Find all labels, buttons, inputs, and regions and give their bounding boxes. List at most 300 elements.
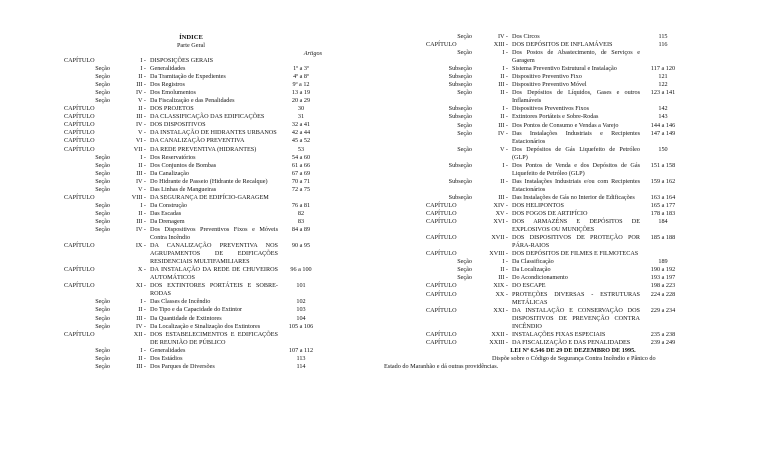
entry-title: Das Classes de Incêndio xyxy=(150,298,211,306)
entry-title: Dos Pontos de Consumo e Vendas a Varejo xyxy=(512,121,619,129)
entry-number: II - xyxy=(500,113,508,121)
entry-articles: 101 xyxy=(296,282,306,290)
entry-kind: Subseção xyxy=(448,161,472,169)
entry-articles: 9º a 12 xyxy=(292,81,310,89)
entry-number: I - xyxy=(140,65,146,73)
law-title: LEI Nº 6.546 DE 29 DE DEZEMBRO DE 1995. xyxy=(510,346,636,354)
entry-title: Sistema Preventivo Estrutural e Instalação xyxy=(512,65,617,73)
entry-articles: 13 a 19 xyxy=(291,89,311,97)
index-entry xyxy=(422,178,684,194)
entry-title: Dos Dispositivos Preventivos Fixos e Móveis Contra Incêndio xyxy=(150,225,278,242)
entry-number: II - xyxy=(500,177,508,185)
entry-number: V - xyxy=(138,129,146,137)
entry-articles: 53 xyxy=(297,145,305,153)
index-entry xyxy=(422,81,684,89)
entry-number: IX - xyxy=(135,242,146,250)
entry-articles: 31 xyxy=(297,113,305,121)
index-entry xyxy=(422,105,684,113)
entry-title: DA INSTALAÇÃO DA REDE DE CHUVEIROS AUTOMÁTICOS xyxy=(150,266,278,282)
entry-articles: 45 a 52 xyxy=(291,137,311,145)
entry-title: DA FISCALIZAÇÃO E DAS PENALIDADES xyxy=(512,338,631,346)
entry-articles: 4º a 8º xyxy=(293,73,309,81)
index-entry xyxy=(60,154,322,162)
entry-title: Dos Estádios xyxy=(150,354,183,362)
index-entry xyxy=(60,113,322,121)
entry-articles: 105 a 106 xyxy=(288,322,314,330)
entry-number: IV - xyxy=(135,121,146,129)
entry-title: DISPOSIÇÕES GERAIS xyxy=(150,57,214,64)
entry-articles: 165 a 177 xyxy=(650,201,676,209)
entry-kind: Seção xyxy=(95,322,110,330)
entry-number: III - xyxy=(498,274,508,282)
entry-kind: Seção xyxy=(95,73,110,81)
entry-number: V - xyxy=(138,97,146,105)
entry-title: Dos Circos xyxy=(512,33,540,40)
entry-kind: CAPÍTULO xyxy=(64,57,95,64)
entry-kind: Seção xyxy=(457,49,472,57)
entry-number: XXIII - xyxy=(489,338,508,346)
index-entry xyxy=(422,194,684,202)
index-entry xyxy=(422,234,684,250)
entry-title: Da Construção xyxy=(150,201,187,209)
index-title: ÍNDICE xyxy=(179,34,203,41)
entry-number: II - xyxy=(500,73,508,81)
entry-title: DOS DISPOSITIVOS xyxy=(150,121,206,129)
entry-kind: Seção xyxy=(95,89,110,97)
entry-articles: 150 xyxy=(658,145,668,153)
index-entry xyxy=(60,355,322,363)
index-entry xyxy=(422,274,684,282)
index-entry xyxy=(422,282,684,290)
entry-articles: 190 a 192 xyxy=(650,266,676,274)
entry-title: Dos Depósitos de Líquidos, Gases e outros Inflamáveis xyxy=(512,89,640,105)
entry-kind: CAPÍTULO xyxy=(64,121,95,129)
index-entry xyxy=(60,363,322,371)
entry-kind: CAPÍTULO xyxy=(64,282,95,290)
entry-number: III - xyxy=(136,217,146,225)
entry-number: XVI - xyxy=(493,218,508,226)
entry-title: DA INSTALAÇÃO E CONSERVAÇÃO DOS DISPOSITIVOS DE PREVENÇÃO CONTRA INCÊNDIO xyxy=(512,306,640,330)
entry-articles: 184 xyxy=(658,218,668,226)
index-entry xyxy=(422,210,684,218)
entry-articles: 83 xyxy=(297,217,305,225)
index-entry xyxy=(60,210,322,218)
entry-number: XV - xyxy=(495,210,508,218)
index-entry xyxy=(60,137,322,145)
entry-articles: 61 a 66 xyxy=(291,161,311,169)
entry-number: I - xyxy=(140,57,146,64)
entry-number: XIX - xyxy=(493,282,508,290)
entry-title: DOS DISPOSITIVOS DE PROTEÇÃO POR PÁRA-RAIOS xyxy=(512,234,640,250)
entry-number: VIII - xyxy=(131,193,146,201)
entry-kind: Seção xyxy=(457,274,472,282)
right-index-list xyxy=(384,33,684,371)
entry-number: I - xyxy=(502,161,508,169)
entry-title: Generalidades xyxy=(150,65,186,73)
entry-kind: Subseção xyxy=(448,81,472,89)
index-entry xyxy=(60,97,322,105)
index-entry xyxy=(60,331,322,347)
artigos-header: Artigos xyxy=(303,50,322,57)
entry-kind: Seção xyxy=(95,209,110,217)
index-entry xyxy=(422,218,684,234)
entry-kind: CAPÍTULO xyxy=(426,250,457,258)
entry-articles: 96 a 100 xyxy=(290,266,312,274)
entry-title: Dos Emolumentos xyxy=(150,89,196,97)
entry-articles: 42 a 44 xyxy=(291,129,311,137)
entry-number: XIV - xyxy=(493,201,508,209)
entry-title: Da Fiscalização e das Penalidades xyxy=(150,97,235,105)
entry-title: Dos Conjuntos de Bombas xyxy=(150,161,217,169)
index-entry xyxy=(60,194,322,202)
entry-number: V - xyxy=(138,185,146,193)
entry-title: Dos Depósitos de Gás Liquefeito de Petróleo (GLP) xyxy=(512,145,640,161)
entry-articles: 229 a 234 xyxy=(650,306,676,314)
entry-kind: CAPÍTULO xyxy=(64,105,95,113)
index-entry xyxy=(422,339,684,347)
entry-number: IV - xyxy=(497,129,508,137)
entry-articles: 103 xyxy=(296,306,306,314)
index-entry xyxy=(60,81,322,89)
entry-kind: Seção xyxy=(457,33,472,40)
entry-kind: Seção xyxy=(95,153,110,161)
entry-number: I - xyxy=(140,153,146,161)
entry-number: IV - xyxy=(497,33,508,40)
entry-kind: Seção xyxy=(95,346,110,354)
index-entry xyxy=(422,331,684,339)
index-entry xyxy=(60,146,322,154)
entry-kind: Seção xyxy=(457,258,472,266)
entry-title: Extintores Portáteis e Sobre-Rodas xyxy=(512,113,599,121)
entry-kind: CAPÍTULO xyxy=(426,306,457,314)
entry-number: XVIII - xyxy=(489,250,508,258)
entry-title: Dos Postos de Abastecimento, de Serviços e Garagem xyxy=(512,49,640,65)
entry-kind: Seção xyxy=(457,145,472,153)
index-entry xyxy=(422,49,684,65)
index-entry xyxy=(60,162,322,170)
law-description-line-2: Estado do Maranhão e dá outras providências. xyxy=(384,362,499,370)
entry-number: XXII - xyxy=(491,330,508,338)
entry-number: VII - xyxy=(133,145,146,153)
index-subtitle: Parte Geral xyxy=(176,42,205,49)
entry-articles: 70 a 71 xyxy=(291,177,311,185)
entry-number: II - xyxy=(500,266,508,274)
entry-title: Da Localização xyxy=(512,266,551,274)
index-entry xyxy=(60,89,322,97)
entry-kind: Seção xyxy=(95,97,110,105)
entry-title: Do Hidrante de Passeio (Hidrante de Recalque) xyxy=(150,177,268,185)
entry-articles: 147 a 149 xyxy=(650,129,676,137)
index-entry xyxy=(422,73,684,81)
entry-kind: CAPÍTULO xyxy=(426,41,457,49)
index-entry xyxy=(422,146,684,162)
entry-kind: Seção xyxy=(457,266,472,274)
entry-articles: 151 a 158 xyxy=(650,161,676,169)
entry-title: Generalidades xyxy=(150,346,186,354)
entry-number: III - xyxy=(498,193,508,201)
entry-kind: Seção xyxy=(95,306,110,314)
entry-kind: Subseção xyxy=(448,177,472,185)
entry-articles: 104 xyxy=(296,314,306,322)
entry-title: DOS HELIPONTOS xyxy=(512,201,564,209)
entry-title: Dos Parques de Diversões xyxy=(150,362,215,370)
index-entry xyxy=(422,89,684,105)
entry-title: Da Canalização xyxy=(150,169,189,177)
entry-kind: CAPÍTULO xyxy=(64,129,95,137)
entry-kind: Subseção xyxy=(448,105,472,113)
entry-title: DA REDE PREVENTIVA (HIDRANTES) xyxy=(150,145,257,153)
entry-articles: 121 xyxy=(658,73,668,81)
entry-title: Das Linhas de Mangueiras xyxy=(150,185,217,193)
entry-articles: 185 a 188 xyxy=(650,234,676,242)
entry-articles: 224 a 228 xyxy=(650,290,676,298)
entry-number: II - xyxy=(138,105,146,113)
index-entry xyxy=(60,282,322,298)
entry-title: Dispositivo Preventivo Fixo xyxy=(512,73,582,81)
entry-kind: CAPÍTULO xyxy=(64,266,95,274)
law-description-line-1: Dispõe sobre o Código de Segurança Contra Incêndio e Pânico do xyxy=(492,354,656,362)
entry-title: Da Classificação xyxy=(512,258,554,266)
entry-title: DA CANALIZAÇÃO PREVENTIVA NOS AGRUPAMENTOS DE EDIFICAÇÕES RESIDENCIAIS MULTIFAMILIARES xyxy=(150,242,278,266)
entry-title: Das Instalações Industriais e/ou com Recipientes Estacionários xyxy=(512,177,640,193)
entry-title: Das Instalações de Gás no Interior de Edificações xyxy=(512,193,635,201)
entry-kind: CAPÍTULO xyxy=(426,338,457,346)
index-entry xyxy=(422,250,684,258)
entry-title: Dos Registros xyxy=(150,81,185,89)
entry-number: IV - xyxy=(135,225,146,233)
entry-kind: CAPÍTULO xyxy=(64,113,95,121)
entry-title: DOS ARMAZÉNS E DEPÓSITOS DE EXPLOSIVOS OU MUNIÇÕES xyxy=(512,218,640,234)
entry-number: IV - xyxy=(135,177,146,185)
entry-title: Dispositivos Preventivos Fixos xyxy=(512,105,590,113)
index-entry xyxy=(60,202,322,210)
entry-articles: 76 a 81 xyxy=(291,201,311,209)
entry-title: Da Drenagem xyxy=(150,217,185,225)
index-entry xyxy=(60,242,322,266)
entry-number: XVII - xyxy=(491,234,508,242)
entry-articles: 198 a 223 xyxy=(650,282,676,290)
entry-articles: 178 a 183 xyxy=(650,210,676,218)
entry-number: I - xyxy=(502,105,508,113)
entry-number: III - xyxy=(136,169,146,177)
entry-title: PROTEÇÕES DIVERSAS - ESTRUTURAS METÁLICAS xyxy=(512,290,640,306)
entry-title: Dos Reservatórios xyxy=(150,153,196,161)
entry-number: XXI - xyxy=(493,306,508,314)
entry-articles: 239 a 249 xyxy=(650,338,676,346)
entry-number: III - xyxy=(136,314,146,322)
entry-title: Do Tipo e da Capacidade do Extintor xyxy=(150,306,243,314)
entry-kind: Subseção xyxy=(448,73,472,81)
index-entry xyxy=(422,162,684,178)
entry-number: I - xyxy=(140,298,146,306)
entry-kind: CAPÍTULO xyxy=(64,137,95,145)
entry-number: I - xyxy=(140,201,146,209)
entry-number: IV - xyxy=(135,89,146,97)
entry-articles: 163 a 164 xyxy=(650,193,676,201)
entry-articles: 32 a 41 xyxy=(291,121,311,129)
index-entry xyxy=(422,202,684,210)
index-entry xyxy=(60,315,322,323)
entry-title: Das Instalações Industriais e Recipientes Estacionários xyxy=(512,129,640,145)
entry-number: II - xyxy=(138,73,146,81)
entry-kind: CAPÍTULO xyxy=(64,242,95,250)
entry-articles: 115 xyxy=(658,33,668,40)
entry-articles: 90 a 95 xyxy=(291,242,311,250)
entry-articles: 20 a 29 xyxy=(291,97,311,105)
entry-number: II - xyxy=(500,89,508,97)
entry-number: XX - xyxy=(495,290,508,298)
entry-kind: Seção xyxy=(457,89,472,97)
entry-title: DOS DEPÓSITOS DE INFLAMÁVEIS xyxy=(512,41,613,49)
entry-kind: CAPÍTULO xyxy=(64,330,95,338)
entry-articles: 235 a 238 xyxy=(650,330,676,338)
entry-title: Da Quantidade de Extintores xyxy=(150,314,222,322)
entry-articles: 143 xyxy=(658,113,668,121)
entry-articles: 84 a 89 xyxy=(291,225,311,233)
entry-number: I - xyxy=(502,49,508,57)
entry-number: XII - xyxy=(133,330,146,338)
entry-kind: Seção xyxy=(95,169,110,177)
entry-number: VI - xyxy=(135,137,146,145)
entry-title: DOS EXTINTORES PORTÁTEIS E SOBRE-RODAS xyxy=(150,282,278,298)
entry-title: DOS DEPÓSITOS DE FILMES E FILMOTECAS xyxy=(512,250,639,258)
entry-kind: Seção xyxy=(95,314,110,322)
entry-number: X - xyxy=(137,266,146,274)
index-entry xyxy=(60,323,322,331)
entry-articles: 144 a 146 xyxy=(650,121,676,129)
entry-number: I - xyxy=(502,258,508,266)
entry-kind: Seção xyxy=(95,362,110,370)
index-entry xyxy=(422,41,684,49)
entry-number: I - xyxy=(502,65,508,73)
entry-kind: Subseção xyxy=(448,193,472,201)
index-entry xyxy=(60,73,322,81)
entry-number: V - xyxy=(500,145,508,153)
index-entry xyxy=(60,266,322,282)
entry-kind: CAPÍTULO xyxy=(426,330,457,338)
entry-articles: 114 xyxy=(296,362,306,370)
entry-kind: CAPÍTULO xyxy=(64,193,95,201)
entry-kind: Seção xyxy=(95,225,110,233)
entry-number: IV - xyxy=(135,322,146,330)
entry-kind: CAPÍTULO xyxy=(426,282,457,290)
entry-kind: Seção xyxy=(457,121,472,129)
right-index-entries xyxy=(422,33,684,347)
index-entry xyxy=(60,186,322,194)
entry-number: III - xyxy=(498,81,508,89)
entry-kind: CAPÍTULO xyxy=(426,290,457,298)
index-entry xyxy=(60,218,322,226)
entry-number: II - xyxy=(138,209,146,217)
entry-title: DOS FOGOS DE ARTIFÍCIO xyxy=(512,210,588,218)
entry-articles: 72 a 75 xyxy=(291,185,311,193)
entry-kind: Seção xyxy=(95,65,110,73)
entry-title: DOS ESTABELECIMENTOS E EDIFICAÇÕES DE REUNIÃO DE PÚBLICO xyxy=(150,330,278,346)
entry-articles: 54 a 60 xyxy=(291,153,311,161)
entry-articles: 113 xyxy=(296,354,306,362)
entry-kind: Subseção xyxy=(448,65,472,73)
entry-kind: Subseção xyxy=(448,113,472,121)
entry-kind: Seção xyxy=(95,81,110,89)
entry-title: Do Acondicionamento xyxy=(512,274,568,282)
entry-kind: Seção xyxy=(95,201,110,209)
entry-kind: Seção xyxy=(457,129,472,137)
entry-articles: 159 a 162 xyxy=(650,177,676,185)
entry-articles: 189 xyxy=(658,258,668,266)
index-entry xyxy=(422,130,684,146)
entry-articles: 1º a 3º xyxy=(293,65,309,73)
entry-articles: 117 a 120 xyxy=(650,65,676,73)
entry-articles: 107 a 112 xyxy=(288,346,314,354)
entry-number: III - xyxy=(136,113,146,121)
entry-kind: Seção xyxy=(95,354,110,362)
index-entry xyxy=(60,298,322,306)
entry-articles: 102 xyxy=(296,298,306,306)
entry-articles: 122 xyxy=(658,81,668,89)
entry-title: DA CLASSIFICAÇÃO DAS EDIFICAÇÕES xyxy=(150,113,265,121)
index-entry xyxy=(60,347,322,355)
index-entry xyxy=(422,307,684,331)
entry-articles: 82 xyxy=(297,209,305,217)
entry-articles: 142 xyxy=(658,105,668,113)
entry-kind: Seção xyxy=(95,177,110,185)
entry-kind: Seção xyxy=(95,161,110,169)
index-entry xyxy=(60,226,322,242)
entry-title: Dos Pontos de Venda e dos Depósitos de Gás Liquefeito de Petróleo (GLP) xyxy=(512,161,640,177)
entry-title: Das Escadas xyxy=(150,209,182,217)
index-entry xyxy=(422,291,684,307)
entry-kind: Seção xyxy=(95,217,110,225)
entry-articles: 30 xyxy=(297,105,305,113)
entry-kind: Seção xyxy=(95,185,110,193)
entry-kind: CAPÍTULO xyxy=(426,210,457,218)
index-entry xyxy=(422,122,684,130)
entry-number: III - xyxy=(498,121,508,129)
entry-title: DA SEGURANÇA DE EDIFÍCIO-GARAGEM xyxy=(150,193,269,201)
entry-title: Da Localização e Sinalização dos Extintores xyxy=(150,322,261,330)
index-entry xyxy=(60,65,322,73)
entry-articles: 193 a 197 xyxy=(650,274,676,282)
index-entry xyxy=(422,266,684,274)
entry-title: DO ESCAPE xyxy=(512,282,546,290)
entry-articles: 67 a 69 xyxy=(291,169,311,177)
entry-number: XIII - xyxy=(493,41,508,49)
entry-title: DA CANALIZAÇÃO PREVENTIVA xyxy=(150,137,245,145)
entry-number: III - xyxy=(136,362,146,370)
index-entry xyxy=(60,170,322,178)
entry-kind: CAPÍTULO xyxy=(64,145,95,153)
entry-number: I - xyxy=(140,346,146,354)
index-entry xyxy=(422,33,684,41)
entry-number: XI - xyxy=(135,282,146,290)
entry-articles: 116 xyxy=(658,41,668,49)
index-entry xyxy=(422,258,684,266)
index-entry xyxy=(422,65,684,73)
entry-kind: Seção xyxy=(95,298,110,306)
entry-number: II - xyxy=(138,306,146,314)
entry-title: DOS PROJETOS xyxy=(150,105,194,113)
index-entry xyxy=(60,306,322,314)
entry-title: INSTALAÇÕES FIXAS ESPECIAIS xyxy=(512,330,606,338)
entry-kind: CAPÍTULO xyxy=(426,201,457,209)
left-index-list xyxy=(60,57,322,371)
index-entry xyxy=(60,178,322,186)
entry-number: II - xyxy=(138,354,146,362)
entry-title: Dispositivo Preventivo Móvel xyxy=(512,81,587,89)
entry-kind: CAPÍTULO xyxy=(426,234,457,242)
entry-title: DA INSTALAÇÃO DE HIDRANTES URBANOS xyxy=(150,129,277,137)
entry-title: Da Tramitação de Expedientes xyxy=(150,73,226,81)
